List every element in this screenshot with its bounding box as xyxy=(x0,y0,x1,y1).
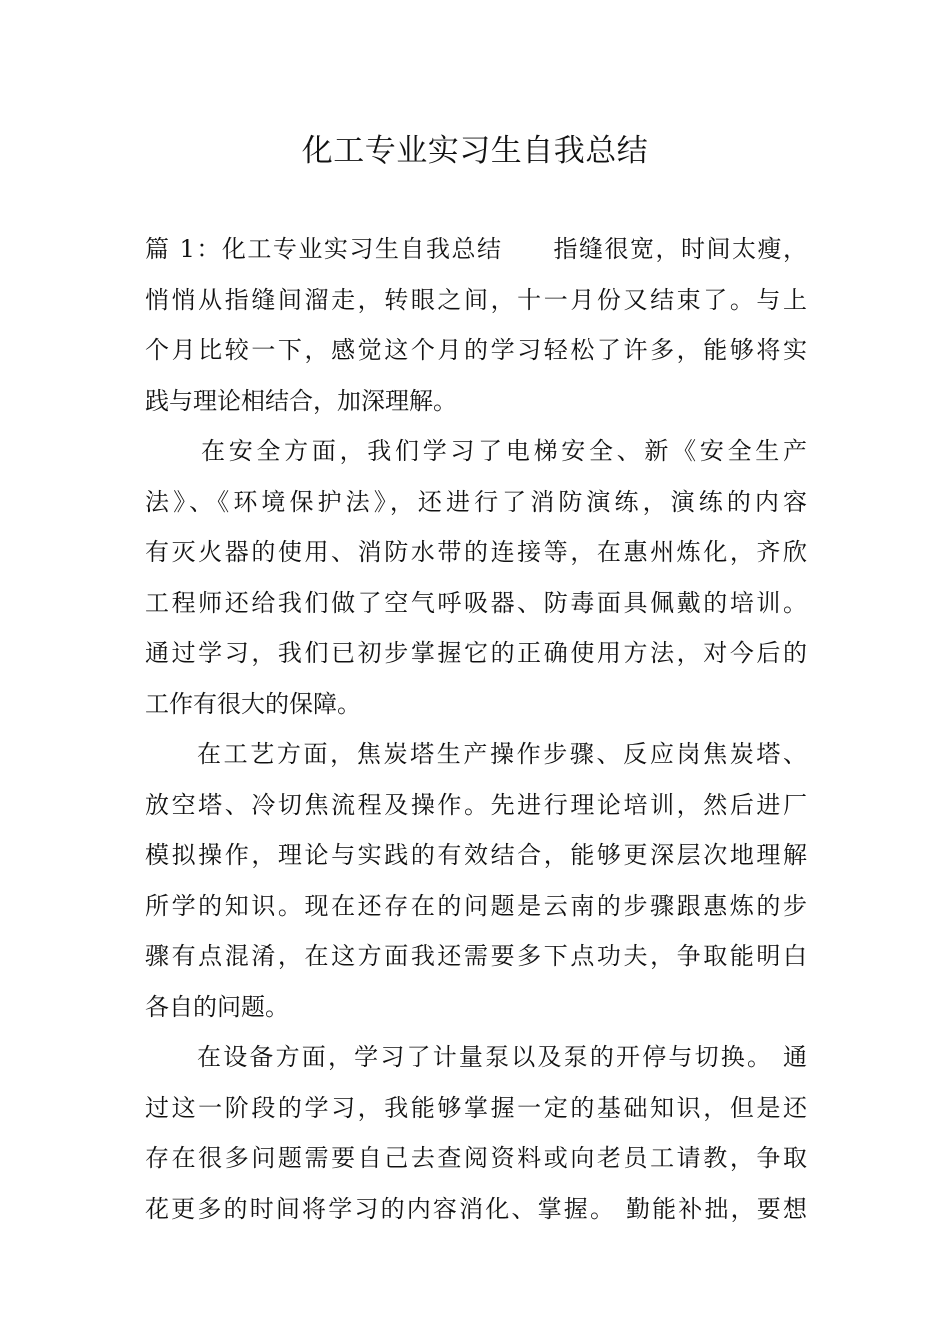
text-line: 放空塔、冷切焦流程及操作。先进行理论培训，然后进厂 xyxy=(145,790,807,819)
text-line: 工作有很大的保障。 xyxy=(145,689,361,718)
text-line: 践与理论相结合，加深理解。 xyxy=(145,386,457,415)
document-body xyxy=(145,224,807,1234)
text-line: 花更多的时间将学习的内容消化、掌握。 勤能补拙，要想 xyxy=(145,1194,807,1223)
document-title: 化工专业实习生自我总结 xyxy=(301,133,649,169)
text-line: 工程师还给我们做了空气呼吸器、防毒面具佩戴的培训。 xyxy=(145,588,807,617)
text-line: 通过学习，我们已初步掌握它的正确使用方法，对今后的 xyxy=(145,639,807,667)
text-line: 个月比较一下，感觉这个月的学习轻松了许多，能够将实 xyxy=(145,336,807,364)
text-line: 骤有点混淆，在这方面我还需要多下点功夫，争取能明白 xyxy=(145,942,807,970)
text-line: 有灭火器的使用、消防水带的连接等，在惠州炼化，齐欣 xyxy=(145,538,807,566)
paragraph-first-line: 在工艺方面，焦炭塔生产操作步骤、反应岗焦炭塔、 xyxy=(197,740,807,768)
text-line: 悄悄从指缝间溜走，转眼之间，十一月份又结束了。与上 xyxy=(145,285,807,314)
text-line: 模拟操作，理论与实践的有效结合，能够更深层次地理解 xyxy=(145,841,807,869)
text-line: 篇 1：化工专业实习生自我总结 指缝很宽，时间太瘦， xyxy=(145,235,807,263)
text-line: 所学的知识。现在还存在的问题是云南的步骤跟惠炼的步 xyxy=(145,891,807,920)
text-line: 存在很多问题需要自己去查阅资料或向老员工请教，争取 xyxy=(145,1144,807,1172)
text-line: 过这一阶段的学习，我能够掌握一定的基础知识，但是还 xyxy=(145,1093,807,1122)
paragraph-first-line: 在设备方面，学习了计量泵以及泵的开停与切换。 通 xyxy=(197,1043,807,1071)
text-line: 法》、《环境保护法》，还进行了消防演练，演练的内容 xyxy=(145,487,807,516)
text-line: 各自的问题。 xyxy=(145,992,289,1021)
paragraph-first-line: 在安全方面，我们学习了电梯安全、新《安全生产 xyxy=(201,437,807,465)
